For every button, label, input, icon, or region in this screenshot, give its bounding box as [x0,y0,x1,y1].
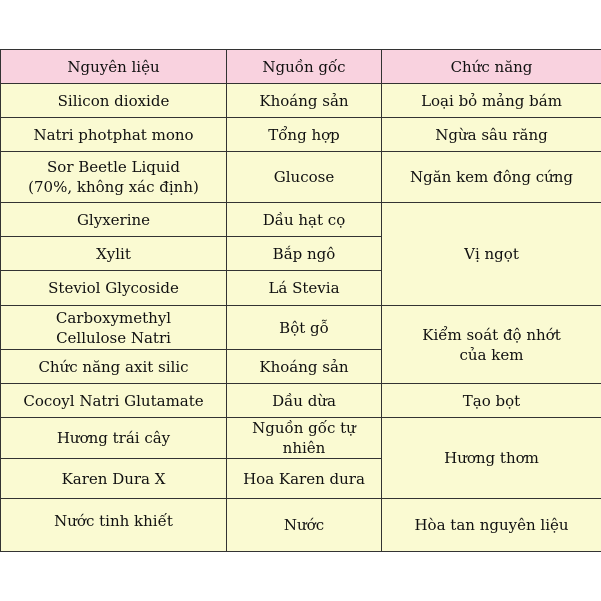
source-cell: Dầu dừa [227,384,382,418]
ingredient-cell: Karen Dura X [1,459,227,499]
function-cell: Kiểm soát độ nhớt của kem [382,306,601,384]
function-cell: Hòa tan nguyên liệu [382,499,601,552]
source-cell: Khoáng sản [227,350,382,384]
ingredient-cell: Chức năng axit silic [1,350,227,384]
table-row [1,203,601,237]
ingredient-cell: Carboxymethyl Cellulose Natri [1,306,227,350]
header-function: Chức năng [382,50,601,84]
function-cell: Hương thơm [382,418,601,499]
ingredient-cell: Nước tinh khiết [1,499,227,552]
source-cell: Bắp ngô [227,237,382,271]
source-cell: Nguồn gốc tự nhiên [227,418,382,459]
ingredient-cell: Natri photphat mono [1,118,227,152]
ingredient-cell: Hương trái cây [1,418,227,459]
function-cell: Ngừa sâu răng [382,118,601,152]
header-source: Nguồn gốc [227,50,382,84]
ingredients-table [0,49,601,552]
table-row [1,499,601,552]
ingredient-cell: Steviol Glycoside [1,271,227,306]
table-row [1,152,601,203]
function-cell: Ngăn kem đông cứng [382,152,601,203]
table-row [1,306,601,350]
header-ingredient: Nguyên liệu [1,50,227,84]
source-cell: Nước [227,499,382,552]
ingredient-cell: Sor Beetle Liquid (70%, không xác định) [1,152,227,203]
function-cell: Tạo bọt [382,384,601,418]
source-cell: Lá Stevia [227,271,382,306]
ingredient-cell: Silicon dioxide [1,84,227,118]
source-cell: Dầu hạt cọ [227,203,382,237]
source-cell: Khoáng sản [227,84,382,118]
table-row [1,384,601,418]
ingredient-cell: Glyxerine [1,203,227,237]
source-cell: Tổng hợp [227,118,382,152]
function-cell: Vị ngọt [382,203,601,306]
table-header-row [1,50,601,84]
source-cell: Hoa Karen dura [227,459,382,499]
table-row [1,418,601,459]
source-cell: Glucose [227,152,382,203]
table-row [1,84,601,118]
function-cell: Loại bỏ mảng bám [382,84,601,118]
source-cell: Bột gỗ [227,306,382,350]
ingredient-cell: Xylit [1,237,227,271]
ingredient-cell: Cocoyl Natri Glutamate [1,384,227,418]
table-row [1,118,601,152]
